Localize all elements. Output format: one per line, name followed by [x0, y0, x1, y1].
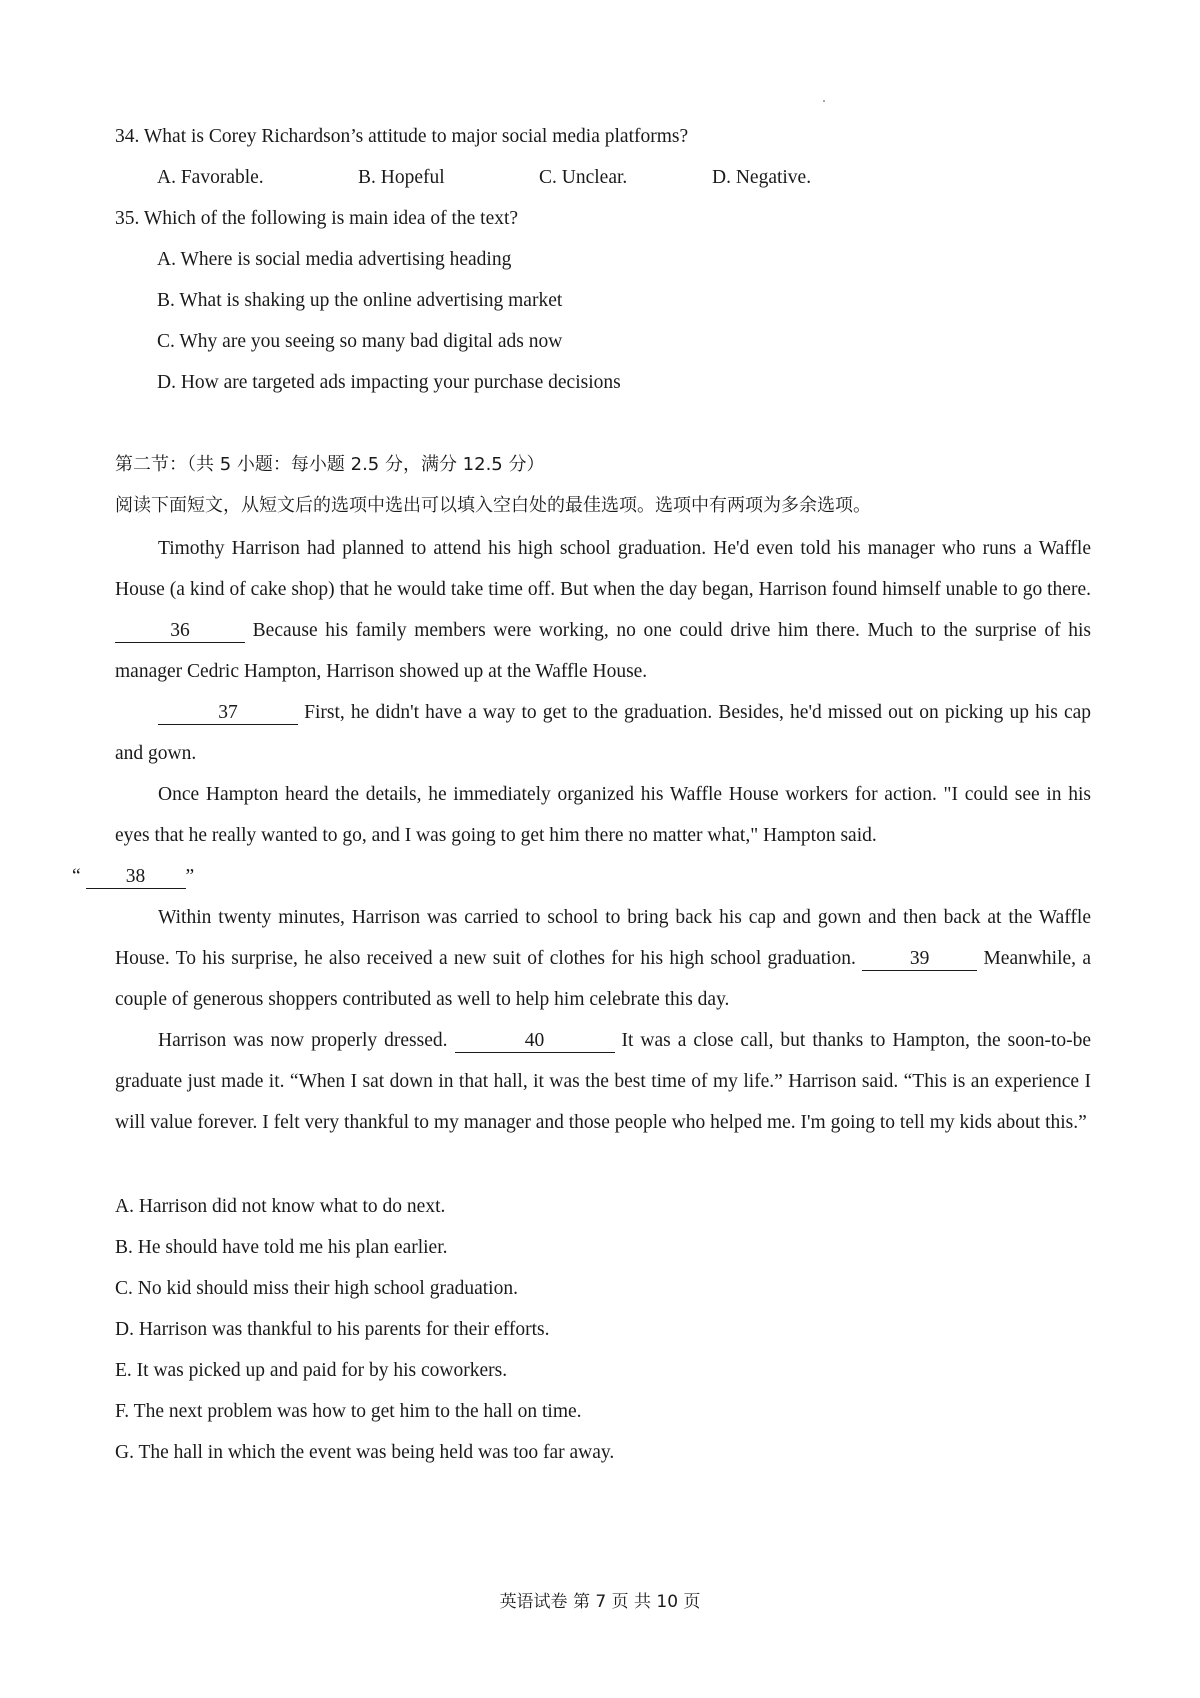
q34-option-d: D. Negative.	[712, 167, 812, 188]
passage-paragraph-1	[115, 528, 1091, 692]
question-35-stem: 35. Which of the following is main idea of the text?	[115, 208, 519, 229]
paragraph-4-text-b: Meanwhile, a couple of generous shoppers contributed as well to help him celebrate this day.	[115, 948, 1092, 1010]
blank-36: 36	[115, 620, 245, 643]
choice-d: D. Harrison was thankful to his parents for their efforts.	[115, 1319, 550, 1340]
choice-a: A. Harrison did not know what to do next.	[115, 1196, 446, 1217]
passage-paragraph-5	[115, 1020, 1091, 1143]
choice-f: F. The next problem was how to get him to the hall on time.	[115, 1401, 582, 1422]
passage-paragraph-2	[115, 692, 1091, 774]
paragraph-2-text: First, he didn't have a way to get to the graduation. Besides, he'd missed out on picking up his cap and gown.	[115, 702, 1092, 764]
open-quote: “	[72, 866, 81, 887]
blank-38: 38	[86, 866, 186, 889]
passage-paragraph-3	[72, 774, 1091, 897]
q34-option-b: B. Hopeful	[358, 167, 445, 188]
blank-37: 37	[158, 702, 298, 725]
choice-e: E. It was picked up and paid for by his coworkers.	[115, 1360, 508, 1381]
blank-40: 40	[455, 1030, 615, 1053]
paragraph-5-text-a: Harrison was now properly dressed.	[158, 1030, 448, 1051]
close-quote: ”	[185, 866, 195, 887]
blank-39: 39	[862, 948, 977, 971]
choice-c: C. No kid should miss their high school graduation.	[115, 1278, 518, 1299]
paragraph-3-text: Once Hampton heard the details, he immediately organized his Waffle House workers for action. "I could see in his eyes that he really wanted to go, and I was going to get him there no matter what," Hampton said.	[115, 784, 1091, 846]
paragraph-1-text-a: Timothy Harrison had planned to attend his high school graduation. He'd even told his manager who runs a Waffle House (a kind of cake shop) that he would take time off. But when the day began, Harrison found himself unable to go there.	[115, 538, 1091, 600]
paragraph-1-text-b: Because his family members were working, no one could drive him there. Much to the surprise of his manager Cedric Hampton, Harrison showed up at the Waffle House.	[115, 620, 1091, 682]
q34-option-c: C. Unclear.	[539, 167, 628, 188]
section-2-heading: 第二节：（共 5 小题：每小题 2.5 分，满分 12.5 分）	[115, 454, 545, 475]
q35-option-d: D. How are targeted ads impacting your purchase decisions	[157, 372, 621, 393]
passage-paragraph-4	[115, 897, 1091, 1020]
quote-38-line	[72, 856, 194, 897]
q34-option-a: A. Favorable.	[157, 167, 264, 188]
choice-b: B. He should have told me his plan earlier.	[115, 1237, 448, 1258]
q35-option-b: B. What is shaking up the online advertising market	[157, 290, 563, 311]
q35-option-c: C. Why are you seeing so many bad digital ads now	[157, 331, 563, 352]
page-footer: 英语试卷 第 7 页 共 10 页	[499, 1592, 701, 1612]
scan-speck	[823, 100, 825, 102]
choice-g: G. The hall in which the event was being held was too far away.	[115, 1442, 615, 1463]
paragraph-5-text-b: It was a close call, but thanks to Hampton, the soon-to-be graduate just made it. “When I sat down in that hall, it was the best time of my life.” Harrison said. “This is an experience I will value forever. I felt very thankful to my manager and those people who helped me. I'm going to tell my kids about this.”	[115, 1030, 1092, 1133]
question-34-stem: 34. What is Corey Richardson’s attitude to major social media platforms?	[115, 126, 689, 147]
section-2-instruction: 阅读下面短文，从短文后的选项中选出可以填入空白处的最佳选项。选项中有两项为多余选项。	[115, 495, 871, 516]
q35-option-a: A. Where is social media advertising heading	[157, 249, 512, 270]
paragraph-4-text-a: Within twenty minutes, Harrison was carried to school to bring back his cap and gown and then back at the Waffle House. To his surprise, he also received a new suit of clothes for his high school graduation.	[115, 907, 1091, 969]
